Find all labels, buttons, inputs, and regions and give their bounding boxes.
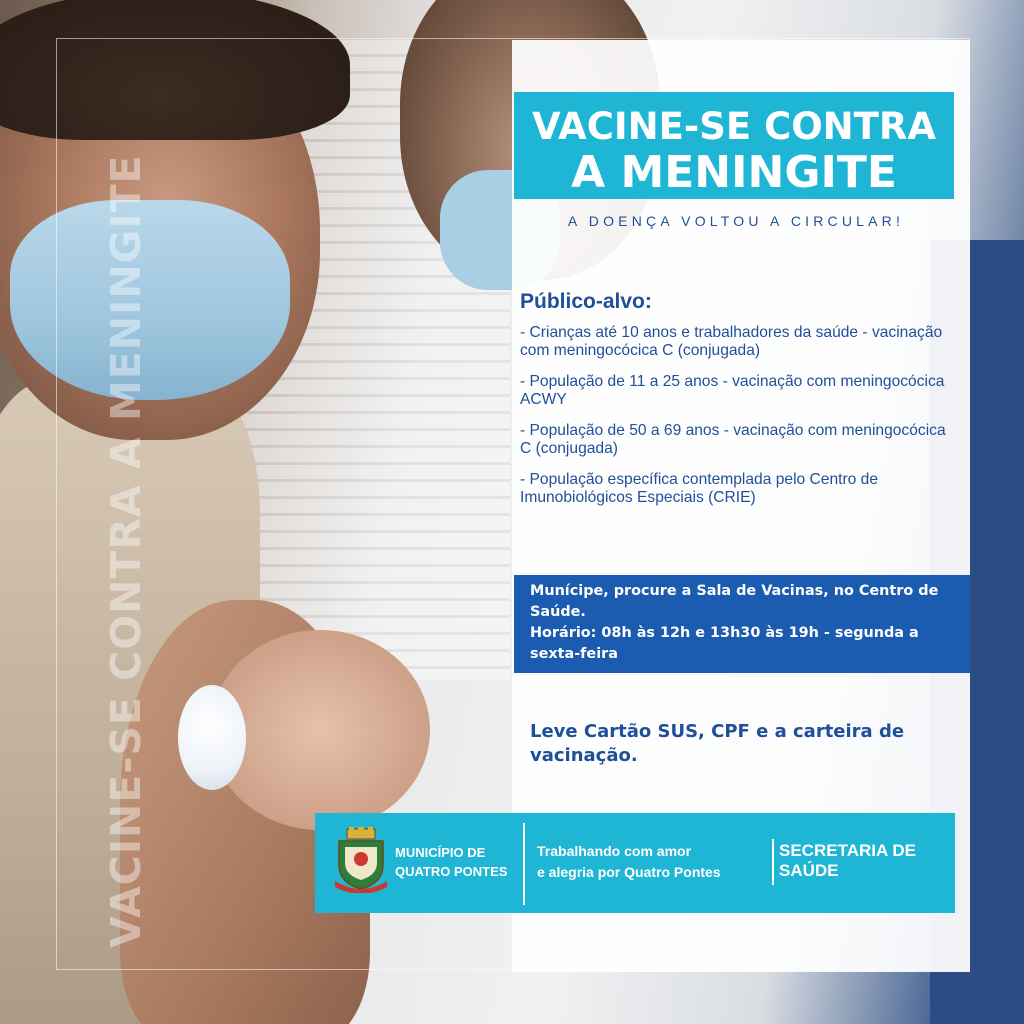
headline-box xyxy=(514,92,954,199)
subtitle: A DOENÇA VOLTOU A CIRCULAR! xyxy=(567,213,905,229)
footer-divider xyxy=(523,823,525,905)
side-banner-text: VACINE-SE CONTRA A MENINGITE xyxy=(102,154,150,948)
target-audience-list xyxy=(520,324,960,520)
footer-divider xyxy=(772,839,774,885)
hours-text: Horário: 08h às 12h e 13h30 às 19h - segunda a sexta-feira xyxy=(530,625,919,662)
municipality-name: MUNICÍPIO DE QUATRO PONTES xyxy=(395,845,508,879)
footer-bar xyxy=(315,813,955,913)
secretaria-name: SECRETARIA DE SAÚDE xyxy=(779,841,916,880)
documents-text: Leve Cartão SUS, CPF e a carteira de vacinação. xyxy=(530,721,905,766)
location-text: Munícipe, procure a Sala de Vacinas, no Centro de Saúde. xyxy=(530,583,939,620)
slogan: Trabalhando com amor e alegria por Quatro Pontes xyxy=(537,843,721,880)
list-item: - População específica contemplada pelo Centro de Imunobiológicos Especiais (CRIE) xyxy=(520,471,879,506)
info-band xyxy=(514,575,970,673)
headline-line2: A MENINGITE xyxy=(571,147,897,198)
headline xyxy=(514,104,954,196)
list-item: - População de 11 a 25 anos - vacinação com meningocócica ACWY xyxy=(520,373,945,408)
target-audience-title: Público-alvo: xyxy=(520,290,652,313)
headline-line1: VACINE-SE CONTRA xyxy=(531,105,937,148)
list-item: - População de 50 a 69 anos - vacinação com meningocócica C (conjugada) xyxy=(520,422,946,457)
municipal-crest-icon xyxy=(335,827,387,893)
list-item: - Crianças até 10 anos e trabalhadores da saúde - vacinação com meningocócica C (conjugada) xyxy=(520,324,943,359)
